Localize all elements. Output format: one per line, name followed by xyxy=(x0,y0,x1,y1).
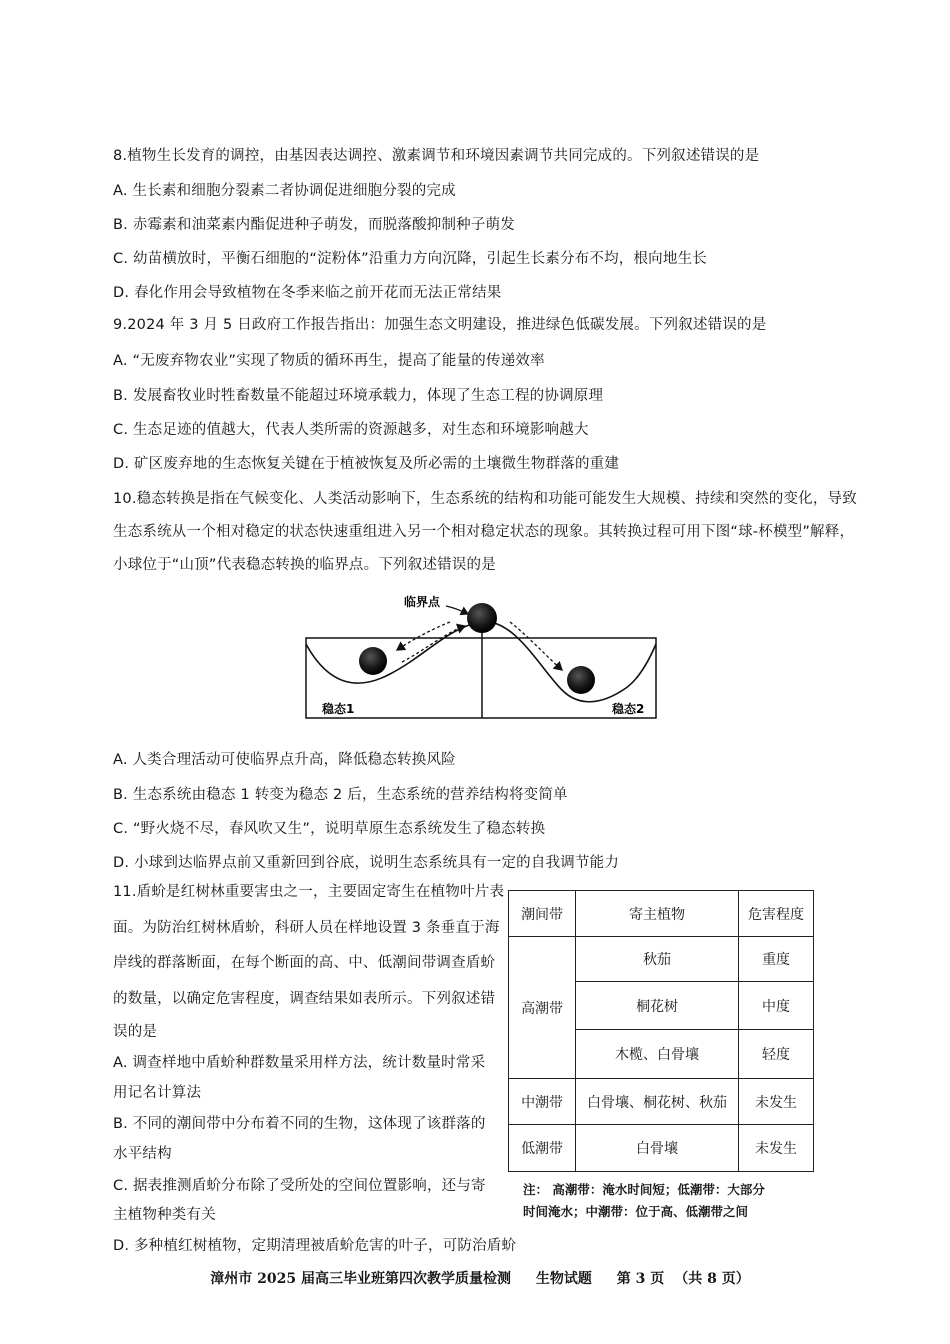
ball-cup-model-diagram xyxy=(300,588,662,722)
level-cell: 未发生 xyxy=(738,1079,813,1125)
table-row xyxy=(509,1125,814,1172)
q11-option-b-line-2: 水平结构 xyxy=(113,1146,172,1162)
critical-point-label: 临界点 xyxy=(404,595,441,609)
table-row xyxy=(509,1079,814,1125)
q9-option-d: D. 矿区废弃地的生态恢复关键在于植被恢复及所必需的土壤微生物群落的重建 xyxy=(113,456,620,472)
plant-cell: 秋茄 xyxy=(576,937,739,982)
q8-option-d: D. 春化作用会导致植物在冬季来临之前开花而无法正常结果 xyxy=(113,285,502,301)
q8-option-a: A. 生长素和细胞分裂素二者协调促进细胞分裂的完成 xyxy=(113,183,456,199)
q10-option-c: C. “野火烧不尽，春风吹又生”，说明草原生态系统发生了稳态转换 xyxy=(113,821,546,837)
q11-option-d: D. 多种植红树植物，定期清理被盾蚧危害的叶子，可防治盾蚧 xyxy=(113,1238,517,1254)
state1-label: 稳态1 xyxy=(322,702,355,716)
level-cell: 未发生 xyxy=(738,1125,813,1172)
arrow-to-state2 xyxy=(510,622,562,670)
plant-cell: 白骨壤、桐花树、秋茄 xyxy=(576,1079,739,1125)
state2-label: 稳态2 xyxy=(612,702,645,716)
arrow-back-to-state1 xyxy=(397,622,450,650)
q10-option-a: A. 人类合理活动可使临界点升高，降低稳态转换风险 xyxy=(113,752,456,768)
q11-stem-line-2: 面。为防治红树林盾蚧，科研人员在样地设置 3 条垂直于海 xyxy=(113,920,500,936)
q10-option-d: D. 小球到达临界点前又重新回到谷底，说明生态系统具有一定的自我调节能力 xyxy=(113,855,620,871)
header-damage-level: 危害程度 xyxy=(738,891,813,937)
header-host-plant: 寄主植物 xyxy=(576,891,739,937)
q11-option-a-line-1: A. 调查样地中盾蚧种群数量采用样方法，统计数量时常采 xyxy=(113,1055,486,1071)
zone-high: 高潮带 xyxy=(509,937,576,1079)
plant-cell: 桐花树 xyxy=(576,982,739,1030)
ball-critical-point xyxy=(467,603,497,633)
header-zone: 潮间带 xyxy=(509,891,576,937)
table-note-line-2: 时间淹水；中潮带：位于高、低潮带之间 xyxy=(523,1204,749,1219)
q11-stem-line-4: 的数量，以确定危害程度，调查结果如表所示。下列叙述错 xyxy=(113,991,496,1007)
q9-option-a: A. “无废弃物农业”实现了物质的循环再生，提高了能量的传递效率 xyxy=(113,353,545,369)
plant-cell: 木榄、白骨壤 xyxy=(576,1030,739,1079)
q10-stem-line-1: 10.稳态转换是指在气候变化、人类活动影响下，生态系统的结构和功能可能发生大规模、持续和突然的变化，导致 xyxy=(113,491,857,507)
q11-option-c-line-1: C. 据表推测盾蚧分布除了受所处的空间位置影响，还与寄 xyxy=(113,1178,486,1194)
q8-option-b: B. 赤霉素和油菜素内酯促进种子萌发，而脱落酸抑制种子萌发 xyxy=(113,217,515,233)
q9-option-c: C. 生态足迹的值越大，代表人类所需的资源越多，对生态和环境影响越大 xyxy=(113,422,589,438)
q11-stem-line-3: 岸线的群落断面，在每个断面的高、中、低潮间带调查盾蚧 xyxy=(113,955,496,971)
q8-option-c: C. 幼苗横放时，平衡石细胞的“淀粉体”沿重力方向沉降，引起生长素分布不均，根向地生长 xyxy=(113,251,707,267)
footer-total-pages: （共 8 页） xyxy=(674,1271,750,1287)
q10-stem-line-3: 小球位于“山顶”代表稳态转换的临界点。下列叙述错误的是 xyxy=(113,557,496,573)
q11-option-a-line-2: 用记名计算法 xyxy=(113,1085,202,1101)
table-header-row xyxy=(509,891,814,937)
footer-exam-title: 漳州市 2025 届高三毕业班第四次教学质量检测 xyxy=(210,1271,511,1287)
q11-stem-line-5: 误的是 xyxy=(113,1024,158,1040)
ball-state1 xyxy=(359,647,387,675)
diagram-frame xyxy=(306,638,656,718)
level-cell: 重度 xyxy=(738,937,813,982)
zone-mid: 中潮带 xyxy=(509,1079,576,1125)
level-cell: 中度 xyxy=(738,982,813,1030)
q11-option-c-line-2: 主植物种类有关 xyxy=(113,1207,216,1223)
q11-option-b-line-1: B. 不同的潮间带中分布着不同的生物，这体现了该群落的 xyxy=(113,1116,486,1132)
q8-stem: 8.植物生长发育的调控，由基因表达调控、激素调节和环境因素调节共同完成的。下列叙述错误的是 xyxy=(113,148,760,164)
ball-state2 xyxy=(567,666,595,694)
q11-stem-line-1: 11.盾蚧是红树林重要害虫之一，主要固定寄生在植物叶片表 xyxy=(113,884,505,900)
level-cell: 轻度 xyxy=(738,1030,813,1079)
footer-subject: 生物试题 xyxy=(535,1271,592,1287)
q10-stem-line-2: 生态系统从一个相对稳定的状态快速重组进入另一个相对稳定状态的现象。其转换过程可用下图“球-杯模型”解释， xyxy=(113,524,855,540)
q10-option-b: B. 生态系统由稳态 1 转变为稳态 2 后，生态系统的营养结构将变简单 xyxy=(113,787,568,803)
host-plant-table xyxy=(508,890,814,1172)
zone-low: 低潮带 xyxy=(509,1125,576,1172)
arrow-from-label xyxy=(446,606,468,614)
q9-option-b: B. 发展畜牧业时牲畜数量不能超过环境承载力，体现了生态工程的协调原理 xyxy=(113,388,604,404)
q9-stem: 9.2024 年 3 月 5 日政府工作报告指出：加强生态文明建设，推进绿色低碳发展。下列叙述错误的是 xyxy=(113,317,767,333)
plant-cell: 白骨壤 xyxy=(576,1125,739,1172)
table-row xyxy=(509,937,814,982)
page-footer xyxy=(0,1268,950,1288)
footer-page-number: 第 3 页 xyxy=(616,1271,665,1287)
table-note-line-1: 注： 高潮带：淹水时间短；低潮带：大部分 xyxy=(523,1182,765,1197)
landscape-curve xyxy=(306,622,656,702)
